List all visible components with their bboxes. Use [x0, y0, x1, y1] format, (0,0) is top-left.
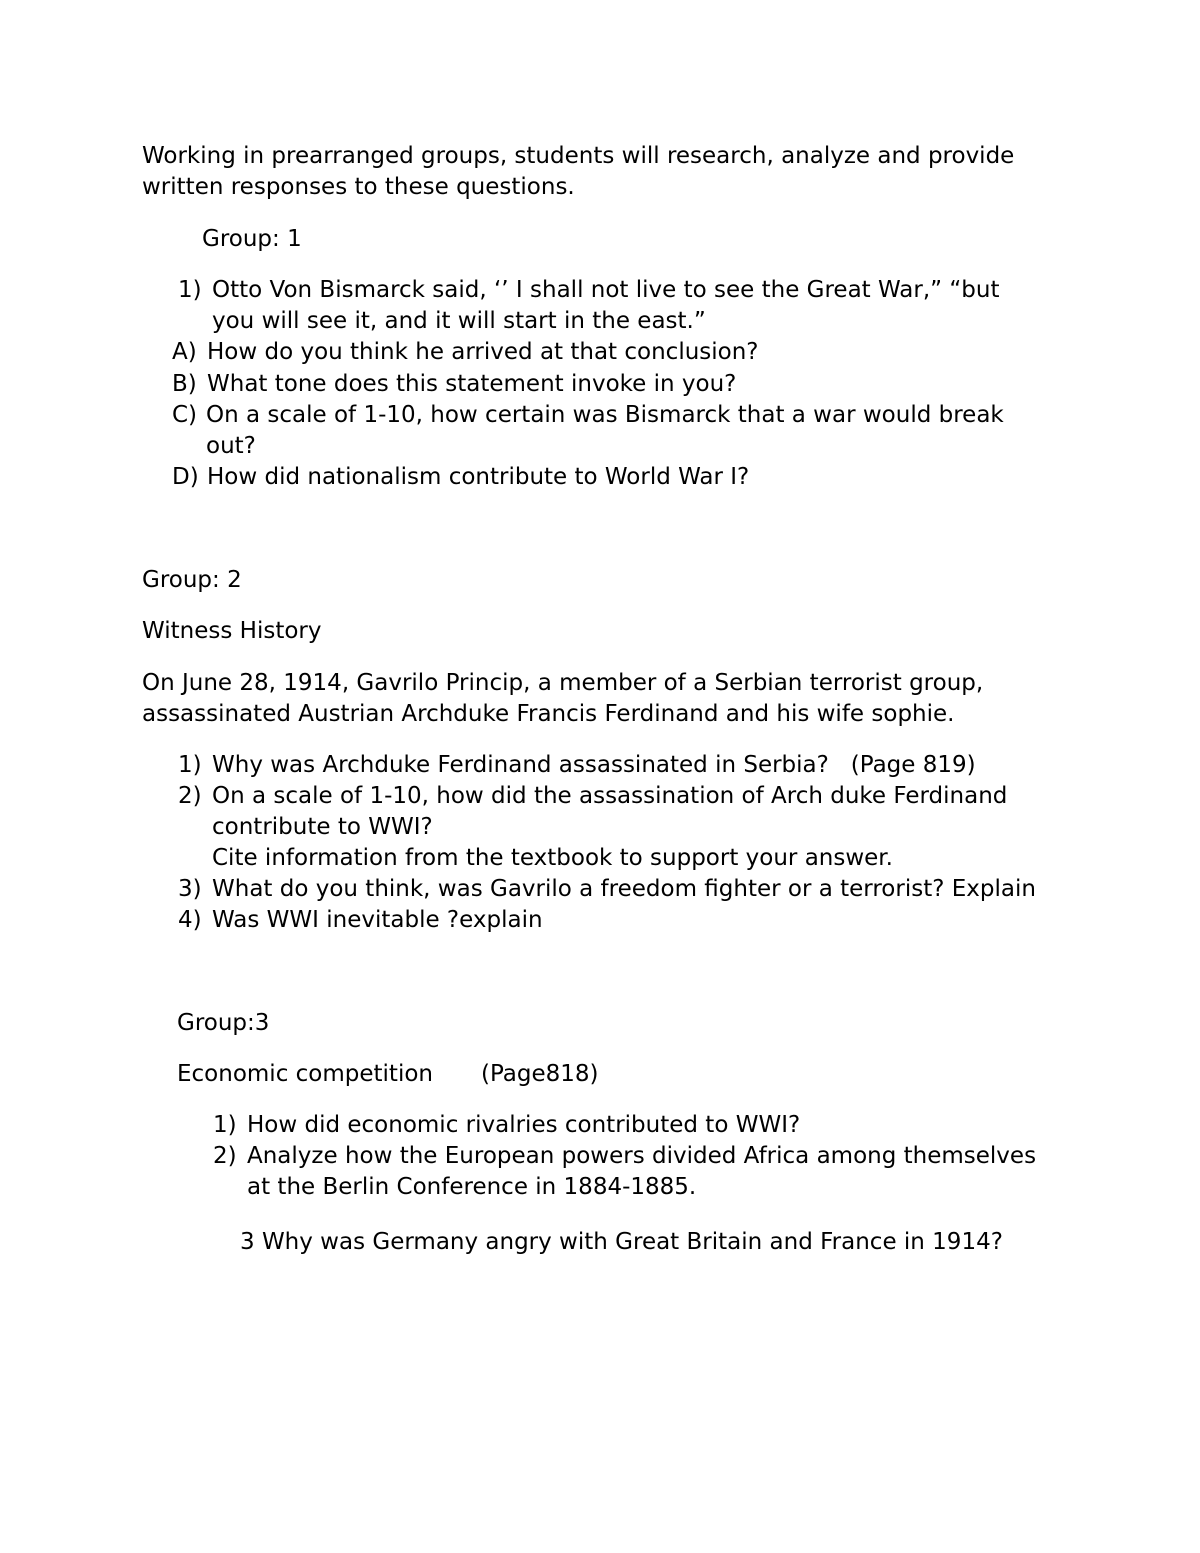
group2-q3-number: 3): [178, 876, 202, 902]
group1-d-label: D): [172, 464, 199, 490]
group1-c-label: C): [172, 402, 198, 428]
group1-q1-number: 1): [178, 277, 202, 303]
intro-line-1: Working in prearranged groups, students will research, analyze and provide: [142, 143, 1015, 169]
group1-b-label: B): [172, 371, 197, 397]
group3-q1-text: How did economic rivalries contributed to WWI?: [247, 1112, 801, 1138]
group2-q2-line-1: On a scale of 1-10, how did the assassination of Arch duke Ferdinand: [212, 783, 1008, 809]
group3-q2-number: 2): [213, 1143, 237, 1169]
group2-q4-number: 4): [178, 907, 202, 933]
group2-q2-number: 2): [178, 783, 202, 809]
group2-q1-number: 1): [178, 752, 202, 778]
group2-q2-line-2: contribute to WWI?: [212, 814, 433, 840]
group3-page-reference: (Page818): [481, 1061, 599, 1087]
group3-q2-line-1: Analyze how the European powers divided Africa among themselves: [247, 1143, 1037, 1169]
group1-c-line-1: On a scale of 1-10, how certain was Bismarck that a war would break: [206, 402, 1004, 428]
group3-subheading: Economic competition: [177, 1061, 433, 1087]
group1-q1-line-1: Otto Von Bismarck said, ‘’ I shall not live to see the Great War,” “but: [212, 277, 1000, 303]
group2-q2-line-3: Cite information from the textbook to support your answer.: [212, 845, 893, 871]
group1-a-label: A): [172, 339, 197, 365]
group2-q4-text: Was WWI inevitable ?explain: [212, 907, 543, 933]
group1-heading: Group: 1: [202, 226, 302, 252]
intro-line-2: written responses to these questions.: [142, 174, 575, 200]
group1-a-text: How do you think he arrived at that conclusion?: [207, 339, 759, 365]
group2-paragraph-line-2: assassinated Austrian Archduke Francis Ferdinand and his wife sophie.: [142, 701, 955, 727]
group1-b-text: What tone does this statement invoke in you?: [207, 371, 737, 397]
group2-subheading: Witness History: [142, 618, 322, 644]
group2-heading: Group: 2: [142, 567, 242, 593]
group3-q3-text: 3 Why was Germany angry with Great Britain and France in 1914?: [240, 1229, 1003, 1255]
group2-q3-text: What do you think, was Gavrilo a freedom fighter or a terrorist? Explain: [212, 876, 1036, 902]
group3-heading: Group:3: [177, 1010, 270, 1036]
group1-c-line-2: out?: [206, 433, 256, 459]
group2-paragraph-line-1: On June 28, 1914, Gavrilo Princip, a member of a Serbian terrorist group,: [142, 670, 984, 696]
group3-q1-number: 1): [213, 1112, 237, 1138]
group1-d-text: How did nationalism contribute to World War I?: [207, 464, 750, 490]
group3-q2-line-2: at the Berlin Conference in 1884-1885.: [247, 1174, 697, 1200]
group2-q1-text: Why was Archduke Ferdinand assassinated in Serbia? (Page 819): [212, 752, 976, 778]
group1-q1-line-2: you will see it, and it will start in the east.”: [212, 308, 706, 334]
